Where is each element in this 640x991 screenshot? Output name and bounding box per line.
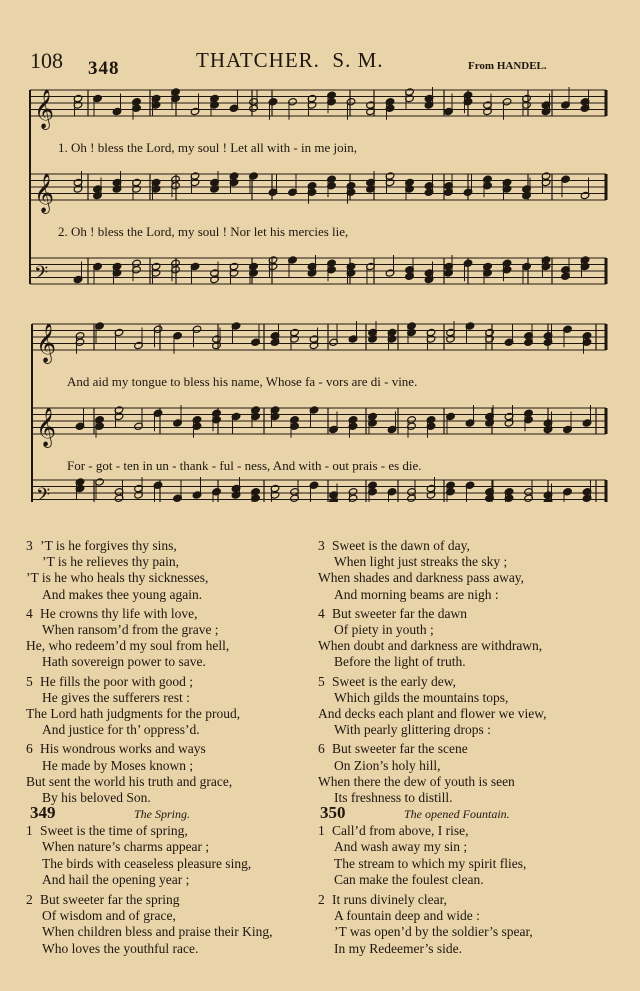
verse: 2 But sweeter far the spring Of wisdom and of grace, When children bless and praise their King, Who loves the youthful race. [26,891,273,956]
hymn-348-verses-right [318,538,618,809]
verse: 6 But sweeter far the scene On Zion’s holy hill, When there the dew of youth is seen Its freshness to distill. [318,741,515,806]
hymn-349-title: The Spring. [134,807,191,821]
hymn-350-number: 350 [320,803,346,822]
hymn-number: 348 [88,58,120,79]
bass-clef-icon: 𝄢 [36,485,51,502]
verse: 1 Sweet is the time of spring, When nature’s charms appear ; The birds with ceaseless pleasure sing, And hail the opening year ; [26,823,252,888]
tune-title: THATCHER. S. M. [196,48,384,72]
treble-clef-icon: 𝄞 [34,89,55,129]
treble-clef-icon: 𝄞 [36,323,57,363]
hymn-348-verses-left [26,538,311,809]
verse: 6 His wondrous works and ways He made by Moses known ; But sent the world his truth and grace, By his beloved Son. [26,741,233,806]
verse: 5 He fills the poor with good ; He gives the sufferers rest : The Lord hath judgments for the proud, And justice for th’ oppress’d. [26,673,241,738]
page-number: 108 [30,48,63,73]
hymn-349-heading [30,803,310,823]
lyric-line-2-verse-2: For - got - ten in un - thank - ful - ness, And with - out prais - es die. [67,458,422,473]
hymn-350-verses [318,823,618,960]
hymn-349-verses [26,823,311,960]
treble-clef-icon: 𝄞 [36,407,57,447]
verse: 3 Sweet is the dawn of day, When light just streaks the sky ; When shades and darkness pass away, And morning beams are nigh : [318,538,525,602]
tune-source: From HANDEL. [468,60,547,72]
lyric-line-1-verse-1: 1. Oh ! bless the Lord, my soul ! Let all with - in me join, [58,140,357,155]
verse: 2 It runs divinely clear, A fountain deep and wide : ’T was open’d by the soldier’s spear, In my Redeemer’s side. [318,891,533,956]
lyric-line-1-verse-2: 2. Oh ! bless the Lord, my soul ! Nor let his mercies lie, [58,224,349,239]
hymn-349-number: 349 [30,803,56,822]
page-header [0,48,640,78]
bass-clef-icon: 𝄢 [34,263,49,288]
verse: 5 Sweet is the early dew, Which gilds the mountains tops, And decks each plant and flower we view, With pearly glittering drops : [318,673,547,738]
hymn-350-title: The opened Fountain. [404,807,510,821]
verse: 4 But sweeter far the dawn Of piety in youth ; When doubt and darkness are withdrawn, Before the light of truth. [318,605,543,670]
treble-clef-icon: 𝄞 [34,173,55,213]
verse: 1 Call’d from above, I rise, And wash away my sin ; The stream to which my spirit flies, Can make the foulest clean. [318,823,527,888]
verse: 4 He crowns thy life with love, When ransom’d from the grave ; He, who redeem’d my soul from hell, Hath sovereign power to save. [26,605,230,670]
hymn-350-heading [320,803,610,823]
lyric-line-2-verse-1: And aid my tongue to bless his name, Whose fa - vors are di - vine. [67,374,418,389]
verse: 3 ’T is he forgives thy sins, ’T is he relieves thy pain, ’T is he who heals thy sicknesses, And makes thee young again. [26,538,209,602]
